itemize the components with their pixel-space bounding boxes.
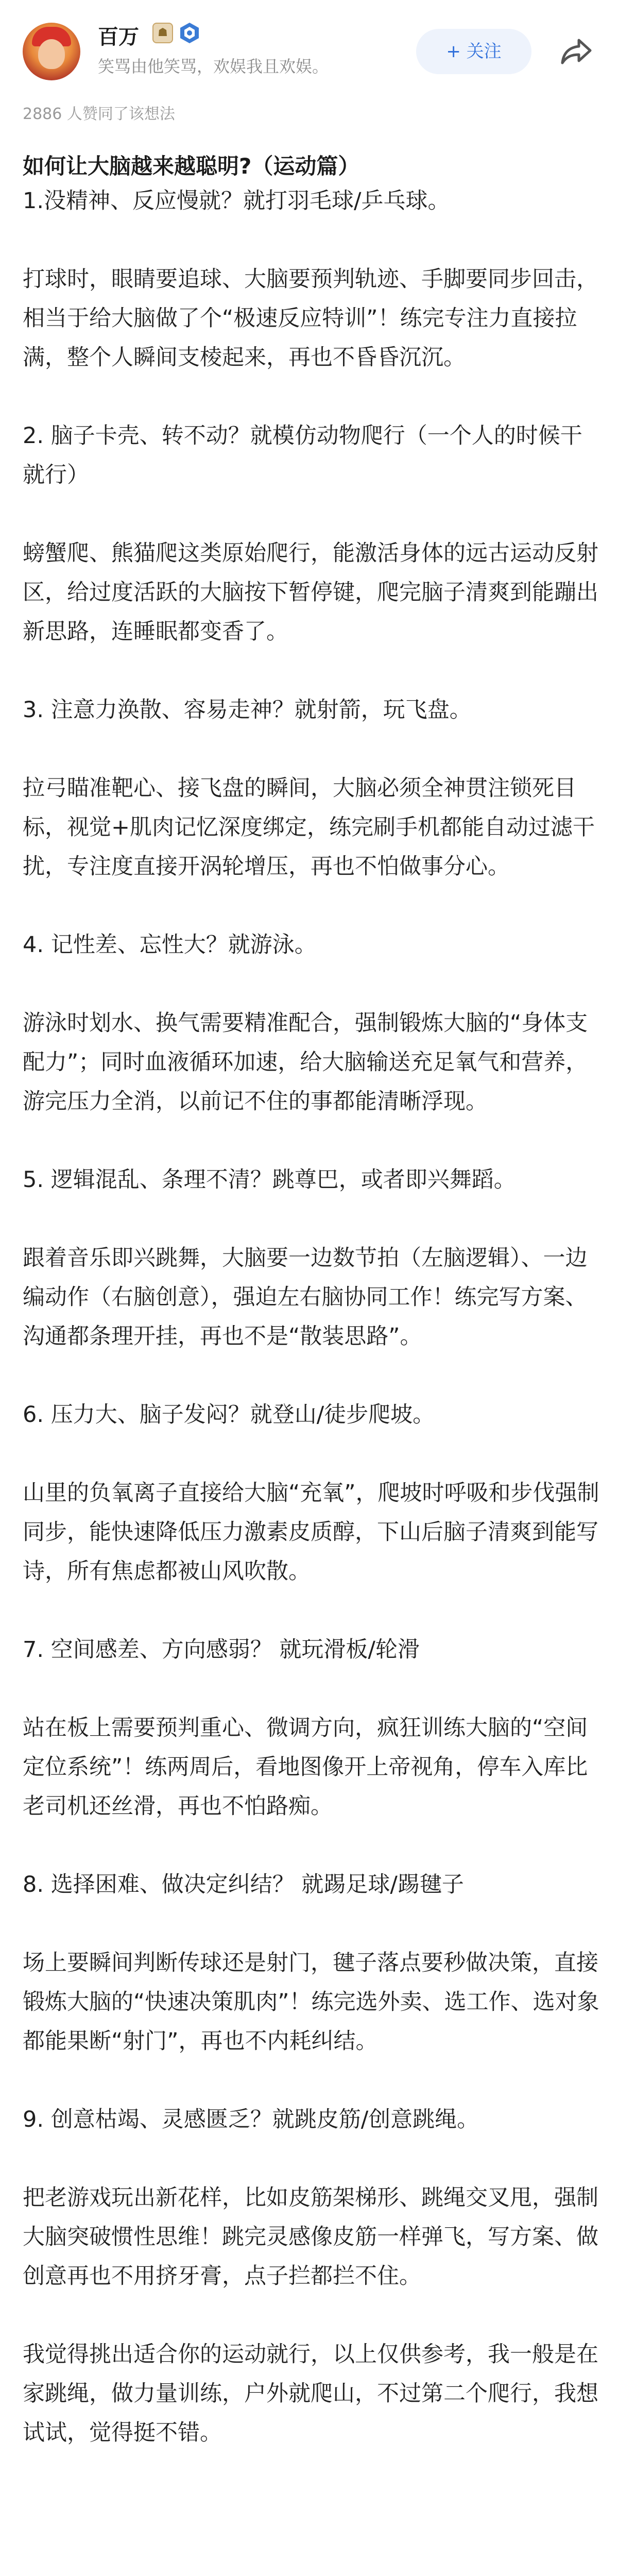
paragraph: 3. 注意力涣散、容易走神？就射箭，玩飞盘。 [23,697,472,723]
paragraph-spacer [23,495,599,534]
paragraph-spacer [23,886,599,925]
paragraph: 螃蟹爬、熊猫爬这类原始爬行，能激活身体的远古运动反射区，给过度活跃的大脑按下暂停键，爬完脑子清爽到能蹦出新思路，连睡眠都变香了。 [23,540,598,645]
author-bio: 笑骂由他笑骂，欢娱我且欢娱。 [98,57,329,76]
paragraph-spacer [23,221,599,260]
paragraph: 游泳时划水、换气需要精准配合，强制锻炼大脑的“身体支配力”；同时血液循环加速，给大脑输送充足氧气和营养，游完压力全消，以前记不住的事都能清晰浮现。 [23,1010,588,1114]
paragraph: 我觉得挑出适合你的运动就行，以上仅供参考，我一般是在家跳绳，做力量训练，户外就爬山，不过第二个爬行，我想试试，觉得挺不错。 [23,2342,598,2446]
post-content [23,181,599,2452]
paragraph: 跟着音乐即兴跳舞，大脑要一边数节拍（左脑逻辑）、一边编动作（右脑创意），强迫左右脑协同工作！练完写方案、沟通都条理开挂，再也不是“散装思路”。 [23,1245,588,1349]
paragraph-spacer [23,1434,599,1473]
paragraph-spacer [23,730,599,769]
paragraph: 山里的负氧离子直接给大脑“充氧”，爬坡时呼吸和步伐强制同步，能快速降低压力激素皮质醇，下山后脑子清爽到能写诗，所有焦虑都被山风吹散。 [23,1480,599,1584]
paragraph: 把老游戏玩出新花样，比如皮筋架梯形、跳绳交叉甩，强制大脑突破惯性思维！跳完灵感像皮筋一样弹飞，写方案、做创意再也不用挤牙膏，点子拦都拦不住。 [23,2185,598,2289]
level-badge-icon: ☗ [152,23,173,43]
paragraph: 拉弓瞄准靶心、接飞盘的瞬间，大脑必须全神贯注锁死目标，视觉+肌肉记忆深度绑定，练完刷手机都能自动过滤干扰，专注度直接开涡轮增压，再也不怕做事分心。 [23,775,595,879]
paragraph: 5. 逻辑混乱、条理不清？跳尊巴，或者即兴舞蹈。 [23,1167,516,1193]
paragraph: 2. 脑子卡壳、转不动？就模仿动物爬行（一个人的时候干就行） [23,423,582,488]
paragraph: 站在板上需要预判重心、微调方向，疯狂训练大脑的“空间定位系统”！练两周后，看地图像开上帝视角，停车入库比老司机还丝滑，再也不怕路痴。 [23,1715,588,1819]
avatar-face [38,39,65,69]
paragraph-spacer [23,2139,599,2178]
paragraph-spacer [23,1356,599,1395]
paragraph: 6. 压力大、脑子发闷？就登山/徒步爬坡。 [23,1402,435,1428]
paragraph-spacer [23,1904,599,1943]
approvers-count: 2886 人赞同了该想法 [23,105,175,123]
follow-button[interactable]: + 关注 [416,29,531,74]
paragraph: 场上要瞬间判断传球还是射门，毽子落点要秒做决策，直接锻炼大脑的“快速决策肌肉”！练完选外卖、选工作、选对象都能果断“射门”，再也不内耗纠结。 [23,1950,599,2054]
paragraph: 1.没精神、反应慢就？就打羽毛球/乒乓球。 [23,188,450,214]
avatar[interactable] [23,23,80,80]
verified-badge-icon [178,22,201,44]
paragraph: 8. 选择困难、做决定纠结？ 就踢足球/踢毽子 [23,1872,464,1897]
author-header [0,0,618,91]
paragraph-spacer [23,1199,599,1239]
paragraph-spacer [23,1826,599,1865]
paragraph-spacer [23,1591,599,1630]
paragraph: 9. 创意枯竭、灵感匮乏？就跳皮筋/创意跳绳。 [23,2107,479,2132]
post-title: 如何让大脑越来越聪明?（运动篇） [23,154,360,179]
author-name[interactable]: 百万 [98,25,139,49]
paragraph-spacer [23,2061,599,2100]
paragraph-spacer [23,377,599,416]
paragraph-spacer [23,1121,599,1160]
paragraph: 打球时，眼睛要追球、大脑要预判轨迹、手脚要同步回击，相当于给大脑做了个“极速反应特训”！练完专注力直接拉满，整个人瞬间支棱起来，再也不昏昏沉沉。 [23,266,598,370]
paragraph: 4. 记性差、忘性大？就游泳。 [23,932,317,958]
paragraph: 7. 空间感差、方向感弱？ 就玩滑板/轮滑 [23,1637,420,1663]
paragraph-spacer [23,1669,599,1708]
paragraph-spacer [23,2296,599,2335]
paragraph-spacer [23,651,599,690]
share-icon[interactable] [556,31,597,72]
paragraph-spacer [23,964,599,1004]
